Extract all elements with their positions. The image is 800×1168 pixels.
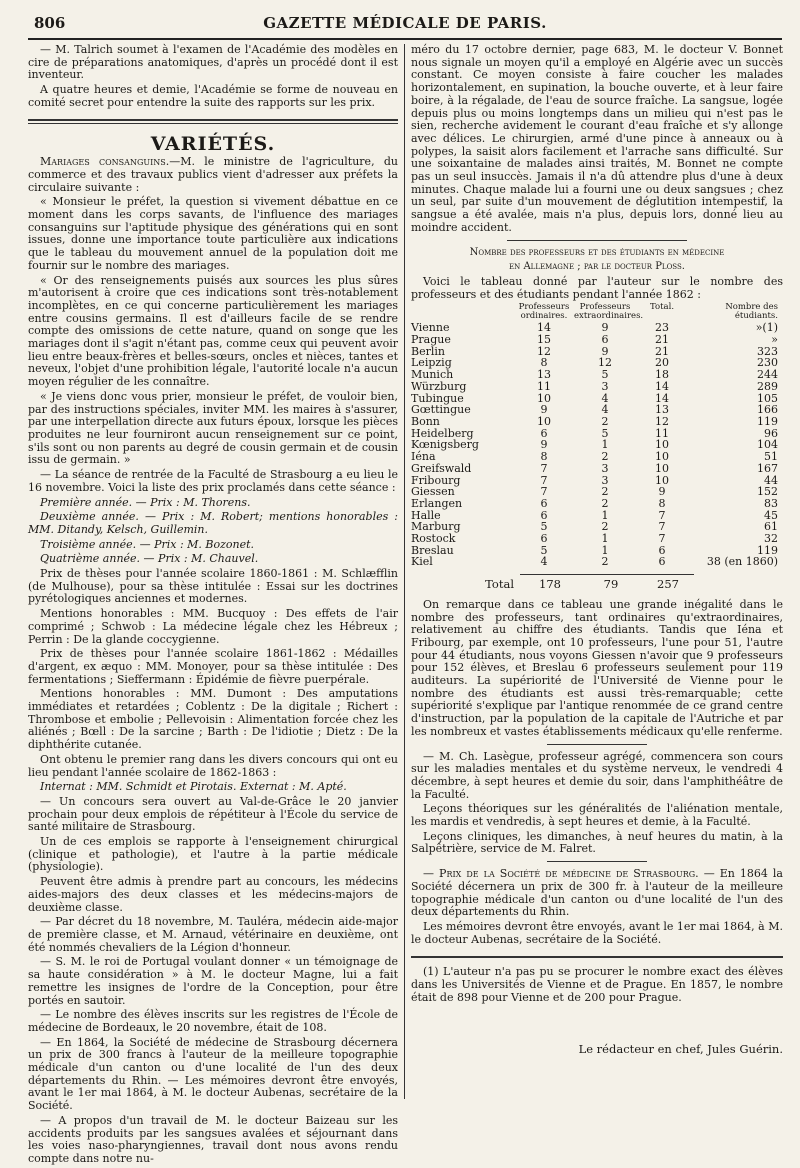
cell-total: 10 — [655, 461, 669, 475]
circulaire-paragraph-1: « Monsieur le préfet, la question si vivement débattue en ce moment dans les corps savants, de l'influence des mariages consanguins sur l'aptitude physique des générations qui en sont issues, donne une importance toute particulière aux indications que le tableau du mouvement annuel de la population doit me fournir sur le nombre des mariages. — [28, 195, 398, 272]
cell-extraordinaires: 9 — [601, 321, 609, 335]
internat-paragraph: Internat : MM. Schmidt et Pirotais. Externat : M. Apté. — [40, 780, 347, 794]
cell-ordinaires: 10 — [537, 414, 551, 428]
cell-etudiants: 323 — [757, 344, 778, 358]
cell-etudiants: 83 — [764, 496, 778, 510]
left-column — [28, 44, 398, 1168]
cell-ordinaires: 6 — [540, 508, 548, 522]
circulaire-paragraph-3: « Je viens donc vous prier, monsieur le préfet, de vouloir bien, par des instructions spéciales, inviter MM. les maires à s'assurer, par une interpellation directe aux futurs époux, lorsque les pièces produites ne leur fourniront aucun renseignement sur ce point, s'ils sont ou non parents au degré de cousin germain et de cousin issu de germain. » — [28, 389, 398, 467]
cell-extraordinaires: 4 — [601, 391, 609, 405]
table-row — [411, 533, 783, 545]
cell-extraordinaires: 9 — [601, 344, 609, 358]
university-name: Heidelberg — [411, 426, 474, 440]
prix-troisieme-annee: Troisième année. — Prix : M. Bozonet. — [40, 537, 255, 551]
university-name: Fribourg — [411, 473, 461, 487]
total-total: 257 — [642, 574, 694, 591]
university-name: Leipzig — [411, 356, 452, 370]
university-name: Würzburg — [411, 379, 467, 393]
cell-ordinaires: 8 — [540, 356, 548, 370]
theses-1861-paragraph: Prix de thèses pour l'année scolaire 1861-1862 : Médailles d'argent, ex æquo : MM. Monoyer, pour sa thèse intitulée : Des fermentations ; Sieffermann : Épidémie de fièvre puerpérale. — [28, 647, 398, 686]
cell-etudiants: 166 — [757, 403, 778, 417]
university-name: Greifswald — [411, 461, 472, 475]
cell-etudiants: 44 — [764, 473, 778, 487]
cell-total: 21 — [655, 333, 669, 347]
prix-deuxieme-annee: Deuxième année. — Prix : M. Robert; mentions honorables : MM. Ditandy, Kelsch, Guillemin. — [28, 510, 398, 536]
cell-etudiants: 105 — [757, 391, 778, 405]
ploss-title-line-1: Nombre des professeurs et des étudiants en médecine — [469, 246, 725, 258]
mariages-paragraph — [28, 156, 398, 194]
cell-total: 11 — [655, 426, 669, 440]
cell-total: 20 — [655, 356, 669, 370]
university-name: Prague — [411, 333, 451, 347]
table-row — [411, 322, 783, 334]
cell-total: 10 — [655, 450, 669, 464]
col-etudiants: Nombre des étudiants. — [725, 302, 778, 322]
cell-extraordinaires: 3 — [601, 473, 609, 487]
cell-extraordinaires: 1 — [601, 532, 609, 546]
cell-extraordinaires: 1 — [601, 438, 609, 452]
col-total: Total. — [649, 302, 675, 313]
table-row — [411, 334, 783, 346]
cell-etudiants: 51 — [764, 450, 778, 464]
cell-total: 7 — [658, 508, 666, 522]
total-label: Total — [485, 577, 514, 592]
cell-etudiants: 38 (en 1860) — [706, 555, 778, 569]
separator-rule-2 — [547, 744, 647, 745]
university-name: Erlangen — [411, 496, 463, 510]
university-name: Munich — [411, 368, 454, 382]
cell-etudiants: »(1) — [755, 321, 778, 335]
lecons-theoriques: Leçons théoriques sur les généralités de l'aliénation mentale, les mardis et vendredis, à sept heures et demie, à la Faculté. — [411, 802, 783, 829]
cell-extraordinaires: 3 — [601, 461, 609, 475]
lasegue-paragraph: — M. Ch. Lasègue, professeur agrégé, commencera son cours sur les maladies mentales et du système nerveux, le vendredi 4 décembre, à sept heures et demie du soir, dans l'amphithéâtre de la Faculté. — [411, 749, 783, 801]
cell-total: 12 — [655, 414, 669, 428]
cell-ordinaires: 11 — [537, 379, 551, 393]
comite-paragraph: A quatre heures et demie, l'Académie se forme de nouveau en comité secret pour entendre la suite des rapports sur les prix. — [28, 83, 398, 109]
table-row — [411, 439, 783, 451]
cell-total: 7 — [658, 520, 666, 534]
cell-extraordinaires: 4 — [601, 403, 609, 417]
page-number: 806 — [34, 14, 66, 32]
cell-etudiants: 119 — [757, 414, 778, 428]
theses-1860-paragraph: Prix de thèses pour l'année scolaire 1860-1861 : M. Schlæfflin (de Mulhouse), pour sa thèse intitulée : Essai sur les doctrines pyrétologiques anciennes et modernes. — [28, 567, 398, 606]
cell-total: 13 — [655, 403, 669, 417]
cell-extraordinaires: 2 — [601, 496, 609, 510]
table-row — [411, 510, 783, 522]
cell-etudiants: 230 — [757, 356, 778, 370]
cell-extraordinaires: 1 — [601, 508, 609, 522]
cell-etudiants: » — [771, 333, 778, 347]
cell-total: 8 — [658, 496, 666, 510]
cell-total: 9 — [658, 485, 666, 499]
talrich-paragraph: — M. Talrich soumet à l'examen de l'Académie des modèles en cire de préparations anatomiques, d'après un procédé dont il est inventeur. — [28, 43, 398, 82]
table-row — [411, 404, 783, 416]
table-row — [411, 463, 783, 475]
val-de-grace-paragraph: — Un concours sera ouvert au Val-de-Grâce le 20 janvier prochain pour deux emplois de répétiteur à l'École du service de santé militaire de Strasbourg. — [28, 794, 398, 834]
prix-societe-lead: — Prix de la Société de médecine de Strasbourg. — [423, 867, 699, 881]
cell-etudiants: 289 — [757, 379, 778, 393]
sangsue-paragraph: méro du 17 octobre dernier, page 683, M. le docteur V. Bonnet nous signale un moyen qu'il a employé en Algérie avec un succès constant. Ce moyen consiste à faire coucher les malades horizontalement, en supination, la bouche ouverte, et à leur faire boire, à la régalade, de l'eau de source fraîche. La sangsue, logée depuis plus ou moins longtemps dans un milieu qui n'est pas le sien, recherche avidement le courant d'eau fraîche et s'y allonge avec délices. Le chirurgien, armé d'une pince à anneaux ou à polypes, la saisit alors facilement et l'arrache sans difficulté. Sur une soixantaine de malades ainsi traités, M. Bonnet ne compte pas un seul insuccès. Jamais il n'a dû attendre plus d'une à deux minutes. Chaque malade lui a fourni une ou deux sangsues ; chez un seul, par suite d'un mouvement de déglutition intempestif, la sangsue a été avalée, mais n'a plus, depuis lors, donné lieu au moindre accident. — [411, 43, 783, 234]
table-row — [411, 357, 783, 369]
cell-extraordinaires: 2 — [601, 450, 609, 464]
cell-etudiants: 104 — [757, 438, 778, 452]
cell-etudiants: 244 — [757, 368, 778, 382]
right-column — [411, 44, 783, 1055]
university-name: Berlin — [411, 344, 445, 358]
table-row — [411, 475, 783, 487]
lecons-cliniques: Leçons cliniques, les dimanches, à neuf heures du matin, à la Salpêtrière, service de M. Falret. — [411, 829, 783, 856]
mentions-2-paragraph: Mentions honorables : MM. Dumont : Des amputations immédiates et retardées ; Coblentz : De la digitale ; Richert : Thrombose et embolie ; Pellevoisin : Alimentation forcée chez les aliénés ; Bœll : De la sarcine ; Barth : De l'idiotie ; Dietz : De la diphthérite cutanée. — [28, 687, 398, 752]
bordeaux-paragraph: — Le nombre des élèves inscrits sur les registres de l'École de médecine de Bordeaux, le 20 novembre, était de 108. — [28, 1008, 398, 1034]
table-row — [411, 416, 783, 428]
footnote: (1) L'auteur n'a pas pu se procurer le nombre exact des élèves dans les Universités de Vienne et de Prague. En 1857, le nombre était de 898 pour Vienne et de 200 pour Prague. — [411, 965, 783, 1004]
total-extraordinaires: 79 — [580, 574, 642, 591]
university-name: Kiel — [411, 555, 433, 569]
cell-total: 21 — [655, 344, 669, 358]
cell-ordinaires: 7 — [540, 485, 548, 499]
cell-ordinaires: 4 — [540, 555, 548, 569]
table-row — [411, 381, 783, 393]
cell-total: 18 — [655, 368, 669, 382]
cell-ordinaires: 15 — [537, 333, 551, 347]
cell-ordinaires: 14 — [537, 321, 551, 335]
table-row — [411, 346, 783, 358]
baizeau-paragraph: — A propos d'un travail de M. le docteur Baizeau sur les accidents produits par les sangsues avalées et séjournant dans les voies naso-pharyngiennes, travail dont nous avons rendu compte dans notre nu- — [28, 1113, 398, 1165]
cell-ordinaires: 13 — [537, 368, 551, 382]
cell-ordinaires: 8 — [540, 450, 548, 464]
ploss-title-line-2: en Allemagne ; par le docteur Ploss. — [509, 261, 685, 273]
memoires-paragraph: Les mémoires devront être envoyés, avant le 1er mai 1864, à M. le docteur Aubenas, secrétaire de la Société. — [411, 920, 783, 946]
cell-total: 14 — [655, 391, 669, 405]
journal-title: GAZETTE MÉDICALE DE PARIS. — [263, 14, 547, 32]
cell-extraordinaires: 2 — [601, 555, 609, 569]
cell-ordinaires: 5 — [540, 520, 548, 534]
cell-etudiants: 45 — [764, 508, 778, 522]
cell-total: 7 — [658, 532, 666, 546]
cell-total: 10 — [655, 438, 669, 452]
cell-extraordinaires: 3 — [601, 379, 609, 393]
cell-extraordinaires: 1 — [601, 543, 609, 557]
prix-quatrieme-annee: Quatrième année. — Prix : M. Chauvel. — [40, 552, 259, 566]
cell-extraordinaires: 12 — [598, 356, 612, 370]
cell-ordinaires: 7 — [540, 461, 548, 475]
table-header — [411, 303, 783, 321]
table-row — [411, 521, 783, 533]
cell-ordinaires: 9 — [540, 438, 548, 452]
cell-etudiants: 96 — [764, 426, 778, 440]
cell-etudiants: 119 — [757, 543, 778, 557]
ploss-intro: Voici le tableau donné par l'auteur sur le nombre des professeurs et des étudiants pendant l'année 1862 : — [411, 274, 783, 301]
section-rule — [28, 119, 398, 121]
table-row — [411, 486, 783, 498]
mentions-1-paragraph: Mentions honorables : MM. Bucquoy : Des effets de l'air comprimé ; Schwob : La médecine légale chez les Hébreux ; Perrin : De la glande coccygienne. — [28, 607, 398, 646]
universities-table — [411, 322, 783, 568]
concours-paragraph: Ont obtenu le premier rang dans les divers concours qui ont eu lieu pendant l'année scolaire de 1862-1863 : — [28, 752, 398, 779]
university-name: Giessen — [411, 485, 455, 499]
cell-total: 6 — [658, 543, 666, 557]
signature: Le rédacteur en chef, Jules Guérin. — [578, 1041, 783, 1056]
cell-total: 6 — [658, 555, 666, 569]
university-name: Bonn — [411, 414, 440, 428]
mariages-lead: Mariages consanguins. — [40, 155, 170, 169]
footnote-rule — [411, 956, 783, 958]
decret-paragraph: — Par décret du 18 novembre, M. Tauléra, médecin aide-major de première classe, et M. Arnaud, vétérinaire en deuxième, ont été nommés chevaliers de la Légion d'honneur. — [28, 915, 398, 954]
section-rule-thin — [28, 123, 398, 124]
circulaire-paragraph-2: « Or des renseignements puisés aux sources les plus sûres m'autorisent à croire que ces indications sont très-notablement incomplètes, en ce qui concerne particulièrement les mariages entre cousins germains. Il est d'ailleurs facile de se rendre compte des omissions de cette nature, quand on songe que les mariages dont il s'agit n'étant pas, comme ceux qui peuvent avoir lieu entre beaux-frères et belles-sœurs, oncles et nièces, tantes et neveux, l'objet d'une prohibition légale, l'autorité locale n'a aucun moyen régulier de les connaître. — [28, 273, 398, 389]
page-header — [28, 8, 782, 40]
cell-ordinaires: 12 — [537, 344, 551, 358]
cell-total: 14 — [655, 379, 669, 393]
cell-ordinaires: 9 — [540, 403, 548, 417]
mariages-text: —M. le ministre de l'agriculture, du commerce et des travaux publics vient d'adresser aux préfets la circulaire suivante : — [28, 155, 398, 194]
section-title: VARIÉTÉS. — [150, 132, 276, 155]
total-ordinaires: 178 — [520, 574, 580, 591]
university-name: Breslau — [411, 543, 454, 557]
cell-ordinaires: 6 — [540, 426, 548, 440]
remarque-paragraph: On remarque dans ce tableau une grande inégalité dans le nombre des professeurs, tant ordinaires qu'extraordinaires, relativement au chiffre des étudiants. Tandis que Iéna et Fribourg, par exemple, ont 10 professeurs, l'une pour 51, l'autre pour 44 étudiants, nous voyons Giessen n'avoir que 9 professeurs pour 152 élèves, et Breslau 6 professeurs seulement pour 119 auditeurs. La supériorité de l'Université de Vienne pour le nombre des étudiants est aussi très-remarquable; cette supériorité s'explique par l'antique renommée de ce grand centre d'instruction, par la population de la capitale de l'Autriche et par les nombreux et vastes établissements médicaux qu'elle renferme. — [411, 597, 783, 738]
cell-etudiants: 167 — [757, 461, 778, 475]
cell-ordinaires: 6 — [540, 496, 548, 510]
prix-societe-paragraph — [411, 868, 783, 919]
col-ordinaires: Professeurs ordinaires. — [518, 302, 570, 322]
separator-rule — [507, 240, 687, 241]
col-extraordinaires: Professeurs extraordinaires. — [574, 302, 644, 322]
university-name: Halle — [411, 508, 441, 522]
university-name: Vienne — [411, 321, 450, 335]
university-name: Rostock — [411, 532, 456, 546]
cell-ordinaires: 5 — [540, 543, 548, 557]
cell-ordinaires: 10 — [537, 391, 551, 405]
table-row — [411, 498, 783, 510]
cell-extraordinaires: 2 — [601, 414, 609, 428]
cell-total: 23 — [655, 321, 669, 335]
prix-premiere-annee: Première année. — Prix : M. Thorens. — [40, 495, 251, 509]
separator-rule-3 — [547, 861, 647, 862]
cell-total: 10 — [655, 473, 669, 487]
cell-ordinaires: 6 — [540, 532, 548, 546]
university-name: Marburg — [411, 520, 461, 534]
table-total-row — [411, 574, 783, 591]
cell-ordinaires: 7 — [540, 473, 548, 487]
cell-extraordinaires: 2 — [601, 520, 609, 534]
table-row — [411, 556, 783, 568]
cell-extraordinaires: 5 — [601, 368, 609, 382]
cell-etudiants: 32 — [764, 532, 778, 546]
strasbourg-paragraph: — La séance de rentrée de la Faculté de Strasbourg a eu lieu le 16 novembre. Voici la liste des prix proclamés dans cette séance : — [28, 468, 398, 494]
admission-paragraph: Peuvent être admis à prendre part au concours, les médecins aides-majors des deux classes et les médecins-majors de deuxième classe. — [28, 875, 398, 914]
prix-societe-text: — En 1864 la Société décernera un prix de 300 fr. à l'auteur de la meilleure topographie médicale d'un canton ou d'une localité de l'un des deux départements du Rhin. — [411, 867, 783, 919]
table-row — [411, 369, 783, 381]
cell-etudiants: 61 — [764, 520, 778, 534]
cell-extraordinaires: 2 — [601, 485, 609, 499]
emplois-paragraph: Un de ces emplois se rapporte à l'enseignement chirurgical (clinique et pathologie), et l'autre à la partie médicale (physiologie). — [28, 835, 398, 874]
societe-1864-paragraph: — En 1864, la Société de médecine de Strasbourg décernera un prix de 300 francs à l'auteur de la meilleure topographie médicale d'un canton ou d'une localité de l'un des deux départements du Rhin. — Les mémoires devront être envoyés, avant le 1er mai 1864, à M. le docteur Aubenas, secrétaire de la Société. — [28, 1035, 398, 1113]
portugal-paragraph: — S. M. le roi de Portugal voulant donner « un témoignage de sa haute considération » à M. le docteur Magne, lui a fait remettre les insignes de l'ordre de la Conception, pour être portés en sautoir. — [28, 955, 398, 1007]
university-name: Kœnigsberg — [411, 438, 479, 452]
column-divider — [404, 44, 405, 1099]
cell-extraordinaires: 6 — [601, 333, 609, 347]
university-name: Iéna — [411, 450, 436, 464]
cell-extraordinaires: 5 — [601, 426, 609, 440]
university-name: Tubingue — [411, 391, 464, 405]
university-name: Gœttingue — [411, 403, 471, 417]
cell-etudiants: 152 — [757, 485, 778, 499]
